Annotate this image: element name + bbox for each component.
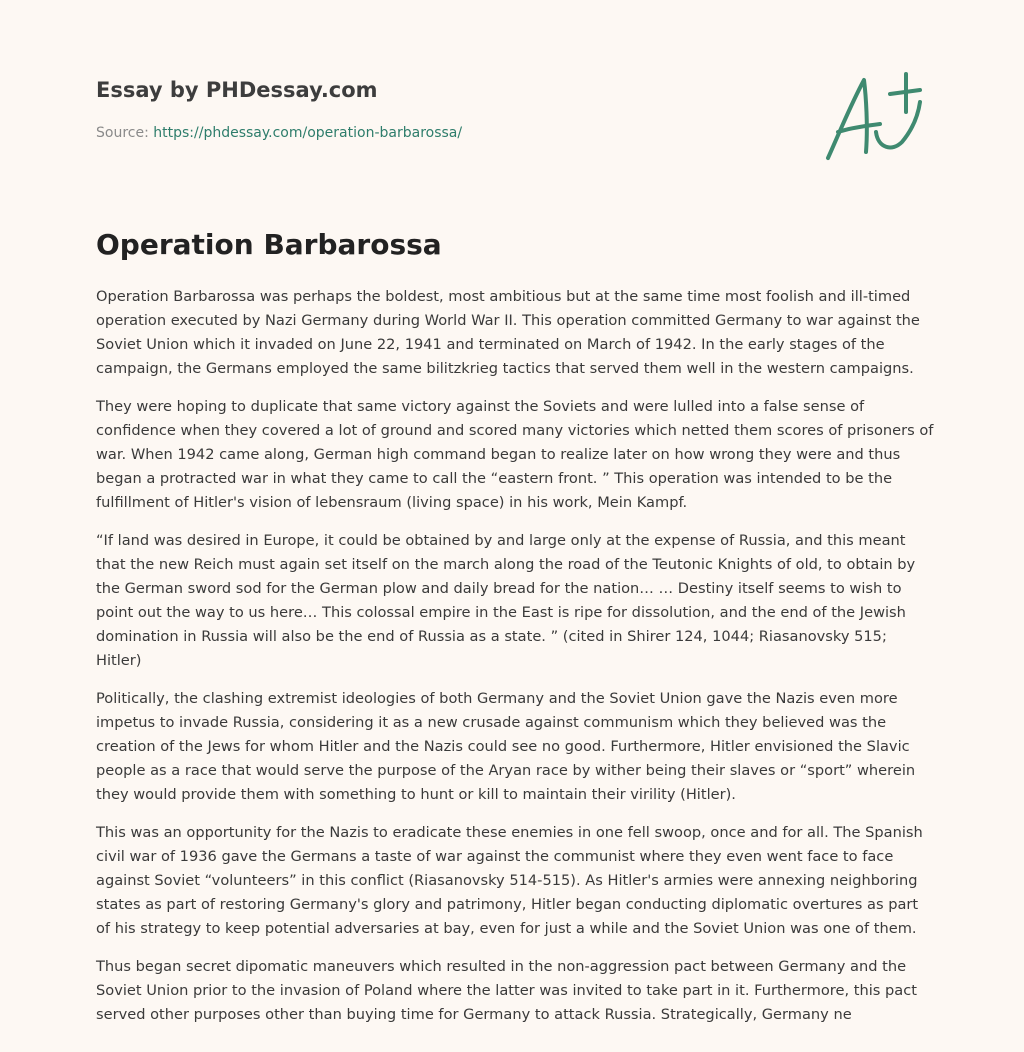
article-body (96, 285, 936, 1041)
a-plus-logo-icon (820, 66, 930, 166)
paragraph-2: They were hoping to duplicate that same victory against the Soviets and were lulled into a false sense of confidence when they covered a lot of ground and scored many victories which netted them scores of prisoners of war. When 1942 came along, German high command began to realize later on how wrong they were and thus began a protracted war in what they came to call the “eastern front. ” This operation was intended to be the fulfillment of Hitler's vision of lebensraum (living space) in his work, Mein Kampf. (96, 398, 934, 511)
site-title: Essay by PHDessay.com (96, 78, 378, 102)
paragraph-6: Thus began secret dipomatic maneuvers which resulted in the non-aggression pact between Germany and the Soviet Union prior to the invasion of Poland where the latter was invited to take part in it. Furthermore, this pact served other purposes other than buying time for Germany to attack Russia. Strategically, Germany ne (96, 958, 917, 1023)
source-line (96, 124, 796, 142)
article-title: Operation Barbarossa (96, 228, 442, 261)
paragraph-1: Operation Barbarossa was perhaps the boldest, most ambitious but at the same time most foolish and ill-timed operation executed by Nazi Germany during World War II. This operation committed Germany to war against the Soviet Union which it invaded on June 22, 1941 and terminated on March of 1942. In the early stages of the campaign, the Germans employed the same bilitzkrieg tactics that served them well in the western campaigns. (96, 288, 920, 377)
paragraph-4: Politically, the clashing extremist ideologies of both Germany and the Soviet Union gave the Nazis even more impetus to invade Russia, considering it as a new crusade against communism which they believed was the creation of the Jews for whom Hitler and the Nazis could see no good. Furthermore, Hitler envisioned the Slavic people as a race that would serve the purpose of the Aryan race by wither being their slaves or “sport” wherein they would provide them with something to hunt or kill to maintain their virility (Hitler). (96, 690, 916, 803)
paragraph-5: This was an opportunity for the Nazis to eradicate these enemies in one fell swoop, once and for all. The Spanish civil war of 1936 gave the Germans a taste of war against the communist where they even went face to face against Soviet “volunteers” in this conflict (Riasanovsky 514-515). As Hitler's armies were annexing neighboring states as part of restoring Germany's glory and patrimony, Hitler began conducting diplomatic overtures as part of his strategy to keep potential adversaries at bay, even for just a while and the Soviet Union was one of them. (96, 824, 923, 937)
page-header (96, 76, 796, 142)
paragraph-3: “If land was desired in Europe, it could be obtained by and large only at the expense of Russia, and this meant that the new Reich must again set itself on the march along the road of the Teutonic Knights of old, to obtain by the German sword sod for the German plow and daily bread for the nation… … Destiny itself seems to wish to point out the way to us here… This colossal empire in the East is ripe for dissolution, and the end of the Jewish domination in Russia will also be the end of Russia as a state. ” (cited in Shirer 124, 1044; Riasanovsky 515; Hitler) (96, 532, 916, 669)
source-link[interactable]: https://phdessay.com/operation-barbarossa/ (153, 125, 463, 141)
source-label: Source: (96, 125, 149, 141)
